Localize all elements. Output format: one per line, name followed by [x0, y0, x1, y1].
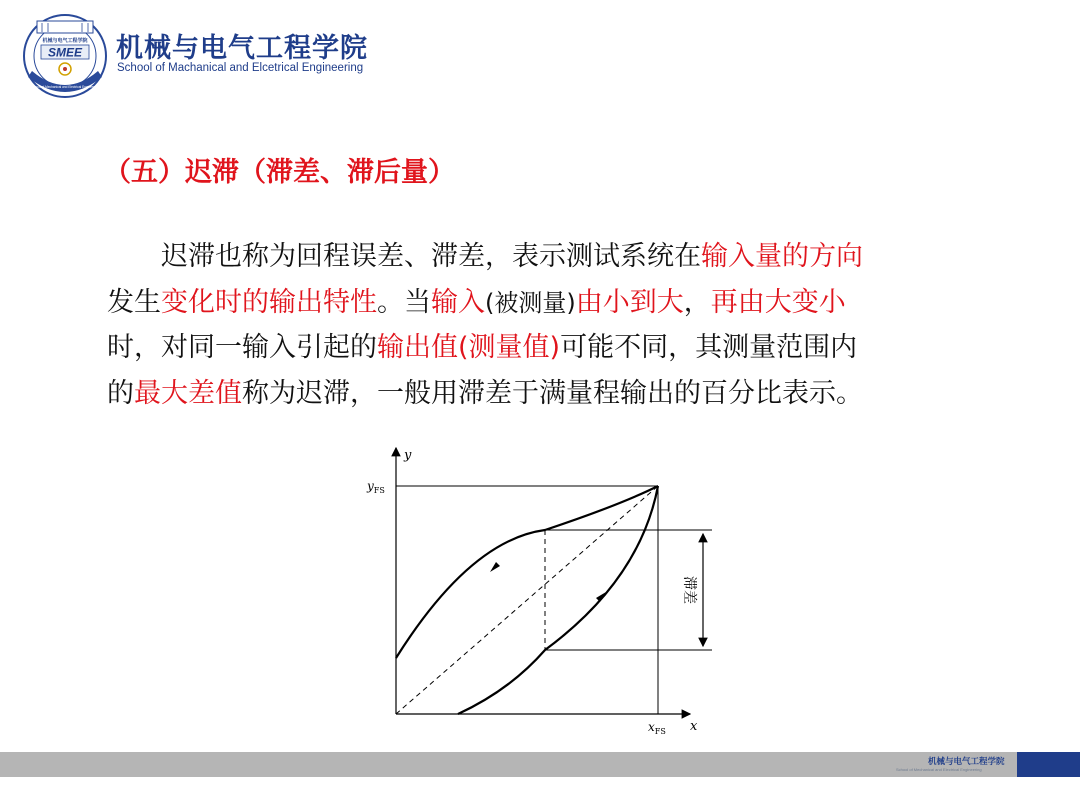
y-fs-label: $y_{FS}$ — [367, 479, 385, 495]
footer-accent-block — [1017, 752, 1080, 777]
school-logo — [22, 13, 108, 99]
highlight-run: 再由大变小 — [710, 286, 846, 318]
highlight-run: 最大差值 — [134, 377, 242, 409]
text-run: 的 — [107, 377, 134, 409]
highlight-run: 输入 — [431, 286, 485, 318]
text-run: 迟滞也称为回程误差、滞差，表示测试系统在 — [161, 241, 701, 272]
highlight-run: 输入量的方向 — [701, 241, 863, 272]
rising-curve — [458, 486, 658, 714]
school-name-en: School of Machanical and Elcetrical Engineering — [117, 62, 364, 74]
return-arrow-icon — [490, 562, 500, 572]
footer-brand-en: School of Mechanical and Electrical Engineering — [896, 767, 982, 772]
text-run: 。当 — [377, 286, 431, 318]
hysteresis-label: 滞差 — [681, 576, 697, 604]
footer-bar — [0, 752, 1080, 777]
text-run: (被测量) — [485, 288, 576, 317]
x-fs-label: $x_{FS}$ — [648, 720, 666, 736]
text-run: 可能不同，其测量范围内 — [560, 332, 858, 363]
y-axis-label: y — [404, 448, 412, 463]
school-name-cn: 机械与电气工程学院 — [116, 33, 368, 64]
logo-ring-text: School of Mechanical and Electrical Engineering — [30, 85, 100, 89]
text-run: 称为迟滞，一般用滞差于满量程输出的百分比表示。 — [242, 377, 863, 409]
section-title: （五）迟滞（滞差、滞后量） — [104, 157, 455, 188]
logo-badge-text: SMEE — [47, 45, 83, 60]
logo-top-text: 机械与电气工程学院 — [42, 38, 88, 44]
ideal-line — [396, 486, 658, 714]
text-run: ， — [683, 286, 711, 318]
highlight-run: 输出值(测量值) — [377, 332, 561, 363]
footer-brand-cn: 机械与电气工程学院 — [928, 757, 1005, 767]
body-paragraph — [107, 234, 957, 416]
paragraph-line — [107, 325, 957, 371]
x-axis-label: x — [690, 719, 698, 734]
highlight-run: 变化时的输出特性 — [161, 286, 377, 318]
paragraph-line — [107, 234, 957, 280]
hysteresis-diagram — [360, 444, 720, 744]
return-curve — [396, 486, 658, 658]
highlight-run: 由小到大 — [575, 286, 684, 318]
paragraph-line — [107, 280, 957, 326]
paragraph-line — [107, 371, 957, 417]
text-run: 发生 — [107, 286, 161, 318]
text-run: 时，对同一输入引起的 — [107, 332, 377, 363]
